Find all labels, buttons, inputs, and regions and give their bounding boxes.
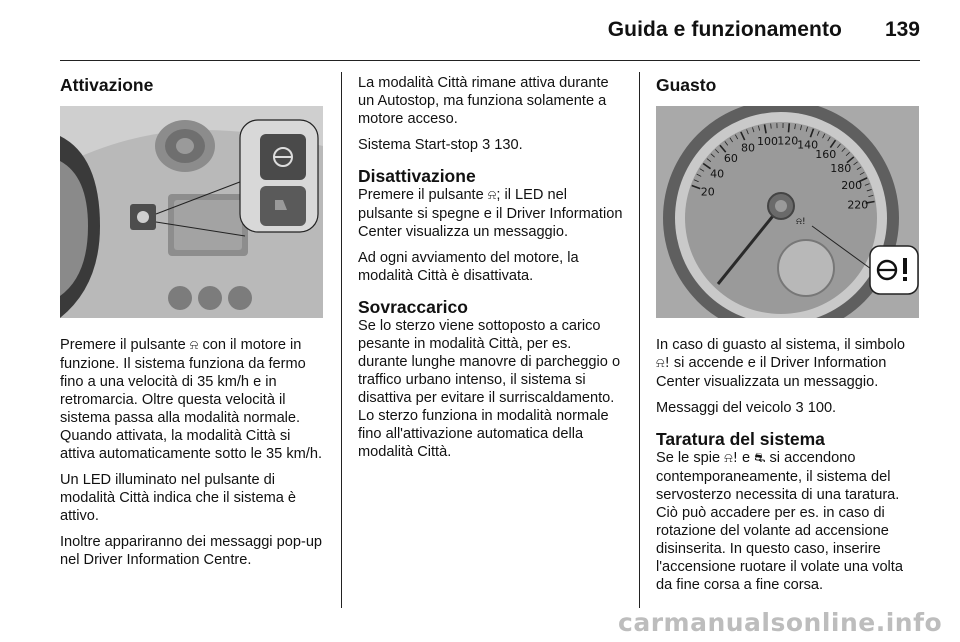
heading-taratura: Taratura del sistema [656, 429, 825, 449]
steering-wheel-icon: ⛐ [754, 451, 766, 466]
page-header-title: Guida e funzionamento [607, 18, 842, 41]
header-rule [60, 60, 920, 61]
paragraph-fault: In caso di guasto al sistema, il simbolo ⍾! si accende e il Driver Information Center visualizzata un messaggio. [656, 337, 906, 390]
paragraph-deactivation: Premere il pulsante ⍾; il LED nel pulsante si spegne e il Driver Information Center visualizza un messaggio. [358, 187, 623, 240]
column-divider-2 [639, 72, 640, 608]
gauge-label-220: 220 [847, 198, 869, 212]
gauge-label-200: 200 [841, 179, 863, 193]
paragraph-vehicle-messages-ref: Messaggi del veicolo 3 100. [656, 400, 837, 416]
figure-speedometer [656, 106, 919, 318]
heading-guasto: Guasto [656, 75, 717, 95]
paragraph-popup: Inoltre appariranno dei messaggi pop-up nel Driver Information Centre. [60, 534, 323, 568]
paragraph-start-stop-ref: Sistema Start-stop 3 130. [358, 137, 523, 153]
paragraph-calibration: Se le spie ⍾! e ⛐ si accendono contemporaneamente, il sistema del servosterzo necessita di una taratura. Ciò può accadere per es. in caso di rotazione del volante ad accensione disinserita. In questo caso, inserire l'accensione ruotare il volate una volta da fine corsa a fine corsa. [656, 450, 903, 593]
page-reference-arrow-icon: 3 [482, 137, 491, 153]
gauge-label-100: 100 [756, 135, 778, 149]
gauge-label-60: 60 [723, 152, 738, 166]
column-2 [358, 74, 624, 469]
paragraph-engine-start: Ad ogni avviamento del motore, la modalità Città è disattivata. [358, 250, 579, 284]
steering-warning-icon: ⍾! [656, 356, 670, 371]
watermark: carmanualsonline.info [618, 608, 943, 637]
svg-text:⍾!: ⍾! [796, 217, 806, 227]
gauge-label-40: 40 [710, 167, 725, 181]
gauge-label-140: 140 [797, 138, 819, 152]
steering-assist-icon: ⍾ [189, 338, 199, 353]
figure-city-mode-button [60, 106, 323, 318]
paragraph-overload: Se lo sterzo viene sottoposto a carico pesante in modalità Città, per es. durante lunghe manovre di parcheggio o traffico urbano intenso, il sistema si disattiva per evitare il surriscaldamento. Lo sterzo funziona in modalità normale fino all'attivazione automatica della modalità Città. [358, 318, 621, 460]
page-number: 139 [884, 18, 920, 41]
gauge-label-80: 80 [741, 141, 756, 155]
heading-disattivazione: Disattivazione [358, 166, 476, 186]
steering-assist-icon: ⍾ [487, 188, 497, 203]
column-1 [60, 74, 324, 577]
column-3 [656, 74, 920, 602]
gauge-label-180: 180 [830, 161, 852, 175]
paragraph-activation: Premere il pulsante ⍾ con il motore in funzione. Il sistema funziona da fermo fino a una velocità di 35 km/h e in retromarcia. Oltre questa velocità il sistema passa alla modalità normale. Quando attivata, la modalità Città si attiva automaticamente sotto le 35 km/h. [60, 337, 323, 462]
gauge-tick [771, 124, 772, 129]
gauge-label-120: 120 [777, 134, 799, 148]
gauge-label-160: 160 [815, 148, 837, 162]
heading-attivazione: Attivazione [60, 75, 154, 95]
column-divider-1 [341, 72, 342, 608]
heading-sovraccarico: Sovraccarico [358, 297, 468, 317]
paragraph-led: Un LED illuminato nel pulsante di modalità Città indica che il sistema è attivo. [60, 472, 297, 524]
steering-warning-icon: ⍾! [724, 451, 738, 466]
page-reference-arrow-icon: 3 [795, 400, 804, 416]
gauge-tick [788, 123, 789, 132]
gauge-label-20: 20 [700, 185, 715, 199]
paragraph-autostop: La modalità Città rimane attiva durante un Autostop, ma funziona solamente a motore acceso. [358, 75, 609, 127]
